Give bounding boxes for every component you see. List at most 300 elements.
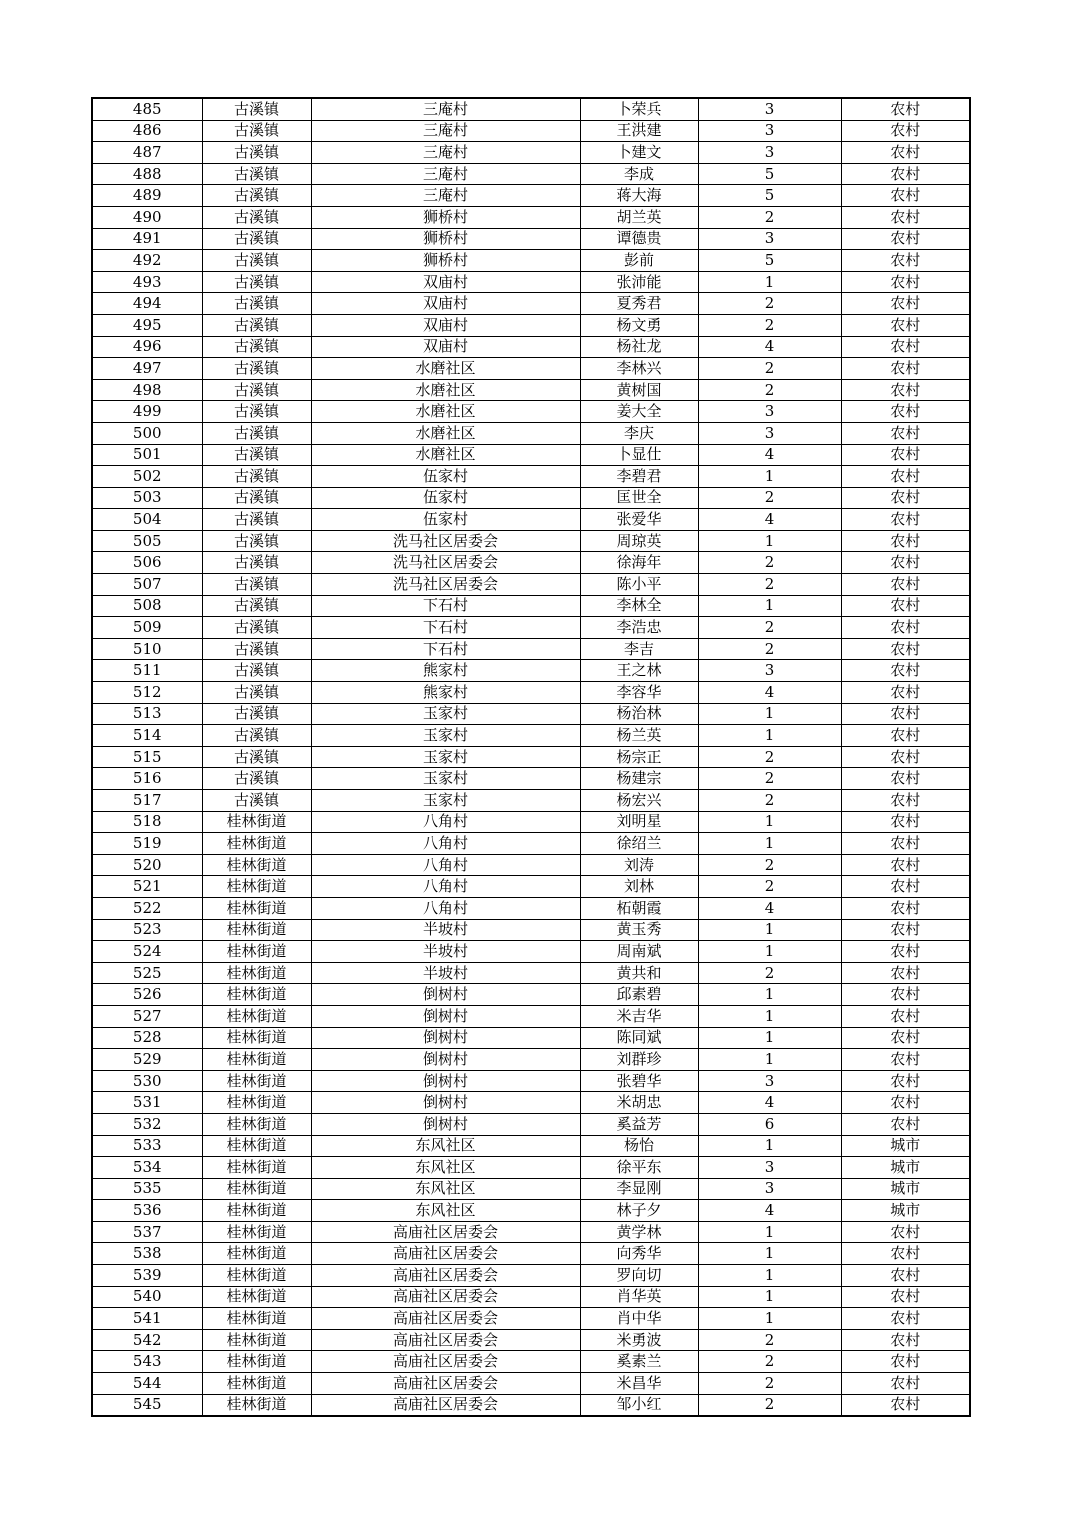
table-row [92, 876, 970, 898]
name-cell: 李庆 [580, 422, 698, 444]
row-number-cell: 506 [92, 552, 202, 574]
name-cell: 张沛能 [580, 271, 698, 293]
table-row [92, 163, 970, 185]
row-number-cell: 494 [92, 293, 202, 315]
area-type-cell: 农村 [841, 574, 970, 596]
town-cell: 古溪镇 [202, 552, 311, 574]
name-cell: 邱素碧 [580, 984, 698, 1006]
count-cell: 1 [698, 725, 841, 747]
area-type-cell: 城市 [841, 1178, 970, 1200]
table-row [92, 422, 970, 444]
name-cell: 李成 [580, 163, 698, 185]
count-cell: 2 [698, 962, 841, 984]
area-type-cell: 农村 [841, 142, 970, 164]
name-cell: 周南斌 [580, 941, 698, 963]
row-number-cell: 537 [92, 1221, 202, 1243]
village-cell: 倒树村 [311, 1092, 580, 1114]
count-cell: 1 [698, 271, 841, 293]
village-cell: 三庵村 [311, 142, 580, 164]
count-cell: 3 [698, 422, 841, 444]
town-cell: 桂林街道 [202, 1092, 311, 1114]
village-cell: 伍家村 [311, 466, 580, 488]
table-row [92, 530, 970, 552]
village-cell: 洗马社区居委会 [311, 552, 580, 574]
table-row [92, 552, 970, 574]
area-type-cell: 城市 [841, 1200, 970, 1222]
village-cell: 高庙社区居委会 [311, 1286, 580, 1308]
row-number-cell: 487 [92, 142, 202, 164]
row-number-cell: 522 [92, 897, 202, 919]
village-cell: 双庙村 [311, 293, 580, 315]
count-cell: 2 [698, 876, 841, 898]
town-cell: 古溪镇 [202, 142, 311, 164]
row-number-cell: 514 [92, 725, 202, 747]
row-number-cell: 517 [92, 790, 202, 812]
count-cell: 1 [698, 1221, 841, 1243]
town-cell: 古溪镇 [202, 638, 311, 660]
name-cell: 杨宏兴 [580, 790, 698, 812]
town-cell: 古溪镇 [202, 98, 311, 120]
table-row [92, 595, 970, 617]
table-body [92, 98, 970, 1416]
village-cell: 八角村 [311, 876, 580, 898]
count-cell: 3 [698, 660, 841, 682]
name-cell: 卜荣兵 [580, 98, 698, 120]
village-cell: 水磨社区 [311, 401, 580, 423]
row-number-cell: 505 [92, 530, 202, 552]
row-number-cell: 543 [92, 1351, 202, 1373]
count-cell: 2 [698, 293, 841, 315]
town-cell: 古溪镇 [202, 379, 311, 401]
table-row [92, 984, 970, 1006]
area-type-cell: 农村 [841, 1329, 970, 1351]
village-cell: 倒树村 [311, 1049, 580, 1071]
area-type-cell: 农村 [841, 1049, 970, 1071]
area-type-cell: 农村 [841, 1092, 970, 1114]
village-cell: 玉家村 [311, 703, 580, 725]
village-cell: 八角村 [311, 854, 580, 876]
area-type-cell: 农村 [841, 120, 970, 142]
name-cell: 米吉华 [580, 1005, 698, 1027]
town-cell: 古溪镇 [202, 487, 311, 509]
area-type-cell: 农村 [841, 487, 970, 509]
table-row [92, 1178, 970, 1200]
town-cell: 桂林街道 [202, 811, 311, 833]
name-cell: 奚益芳 [580, 1113, 698, 1135]
town-cell: 古溪镇 [202, 336, 311, 358]
town-cell: 古溪镇 [202, 746, 311, 768]
village-cell: 高庙社区居委会 [311, 1265, 580, 1287]
town-cell: 桂林街道 [202, 876, 311, 898]
name-cell: 王之林 [580, 660, 698, 682]
town-cell: 古溪镇 [202, 422, 311, 444]
row-number-cell: 530 [92, 1070, 202, 1092]
row-number-cell: 523 [92, 919, 202, 941]
table-row [92, 941, 970, 963]
area-type-cell: 农村 [841, 466, 970, 488]
name-cell: 肖中华 [580, 1308, 698, 1330]
town-cell: 古溪镇 [202, 163, 311, 185]
count-cell: 2 [698, 552, 841, 574]
town-cell: 桂林街道 [202, 1265, 311, 1287]
row-number-cell: 535 [92, 1178, 202, 1200]
row-number-cell: 542 [92, 1329, 202, 1351]
village-cell: 东风社区 [311, 1135, 580, 1157]
row-number-cell: 539 [92, 1265, 202, 1287]
village-cell: 八角村 [311, 833, 580, 855]
name-cell: 刘群珍 [580, 1049, 698, 1071]
village-cell: 玉家村 [311, 746, 580, 768]
table-row [92, 1070, 970, 1092]
area-type-cell: 农村 [841, 228, 970, 250]
name-cell: 黄树国 [580, 379, 698, 401]
area-type-cell: 农村 [841, 790, 970, 812]
table-row [92, 228, 970, 250]
name-cell: 姜大全 [580, 401, 698, 423]
town-cell: 古溪镇 [202, 250, 311, 272]
row-number-cell: 499 [92, 401, 202, 423]
row-number-cell: 524 [92, 941, 202, 963]
village-cell: 双庙村 [311, 314, 580, 336]
table-row [92, 1394, 970, 1416]
table-row [92, 725, 970, 747]
count-cell: 2 [698, 574, 841, 596]
village-cell: 三庵村 [311, 120, 580, 142]
area-type-cell: 农村 [841, 98, 970, 120]
village-cell: 三庵村 [311, 163, 580, 185]
row-number-cell: 509 [92, 617, 202, 639]
name-cell: 卜显仕 [580, 444, 698, 466]
table-row [92, 1243, 970, 1265]
count-cell: 1 [698, 1027, 841, 1049]
row-number-cell: 513 [92, 703, 202, 725]
area-type-cell: 城市 [841, 1157, 970, 1179]
village-cell: 狮桥村 [311, 228, 580, 250]
name-cell: 杨建宗 [580, 768, 698, 790]
town-cell: 桂林街道 [202, 1049, 311, 1071]
village-cell: 半坡村 [311, 962, 580, 984]
town-cell: 桂林街道 [202, 1113, 311, 1135]
village-cell: 水磨社区 [311, 444, 580, 466]
town-cell: 桂林街道 [202, 1243, 311, 1265]
count-cell: 2 [698, 617, 841, 639]
table-row [92, 1157, 970, 1179]
town-cell: 古溪镇 [202, 768, 311, 790]
row-number-cell: 528 [92, 1027, 202, 1049]
table-row [92, 401, 970, 423]
name-cell: 杨治林 [580, 703, 698, 725]
town-cell: 古溪镇 [202, 358, 311, 380]
count-cell: 1 [698, 919, 841, 941]
table-row [92, 682, 970, 704]
name-cell: 李碧君 [580, 466, 698, 488]
table-row [92, 379, 970, 401]
row-number-cell: 491 [92, 228, 202, 250]
area-type-cell: 农村 [841, 1005, 970, 1027]
count-cell: 1 [698, 530, 841, 552]
count-cell: 1 [698, 984, 841, 1006]
village-cell: 玉家村 [311, 790, 580, 812]
area-type-cell: 农村 [841, 314, 970, 336]
table-row [92, 617, 970, 639]
town-cell: 桂林街道 [202, 1286, 311, 1308]
name-cell: 陈小平 [580, 574, 698, 596]
count-cell: 3 [698, 401, 841, 423]
name-cell: 米昌华 [580, 1373, 698, 1395]
row-number-cell: 496 [92, 336, 202, 358]
town-cell: 古溪镇 [202, 271, 311, 293]
count-cell: 1 [698, 1265, 841, 1287]
town-cell: 桂林街道 [202, 1157, 311, 1179]
village-cell: 伍家村 [311, 487, 580, 509]
village-cell: 双庙村 [311, 336, 580, 358]
name-cell: 米胡忠 [580, 1092, 698, 1114]
area-type-cell: 农村 [841, 984, 970, 1006]
name-cell: 米勇波 [580, 1329, 698, 1351]
area-type-cell: 农村 [841, 163, 970, 185]
row-number-cell: 503 [92, 487, 202, 509]
area-type-cell: 农村 [841, 595, 970, 617]
area-type-cell: 农村 [841, 444, 970, 466]
town-cell: 古溪镇 [202, 120, 311, 142]
area-type-cell: 农村 [841, 552, 970, 574]
row-number-cell: 510 [92, 638, 202, 660]
town-cell: 桂林街道 [202, 1200, 311, 1222]
area-type-cell: 农村 [841, 1394, 970, 1416]
name-cell: 刘涛 [580, 854, 698, 876]
table-row [92, 293, 970, 315]
row-number-cell: 541 [92, 1308, 202, 1330]
name-cell: 肖华英 [580, 1286, 698, 1308]
town-cell: 桂林街道 [202, 897, 311, 919]
area-type-cell: 农村 [841, 1113, 970, 1135]
town-cell: 桂林街道 [202, 962, 311, 984]
town-cell: 古溪镇 [202, 206, 311, 228]
village-cell: 半坡村 [311, 919, 580, 941]
area-type-cell: 农村 [841, 336, 970, 358]
count-cell: 2 [698, 1394, 841, 1416]
name-cell: 彭前 [580, 250, 698, 272]
row-number-cell: 512 [92, 682, 202, 704]
table-row [92, 897, 970, 919]
name-cell: 杨怡 [580, 1135, 698, 1157]
area-type-cell: 农村 [841, 876, 970, 898]
count-cell: 2 [698, 746, 841, 768]
table-row [92, 811, 970, 833]
town-cell: 古溪镇 [202, 444, 311, 466]
name-cell: 向秀华 [580, 1243, 698, 1265]
count-cell: 1 [698, 1135, 841, 1157]
name-cell: 陈同斌 [580, 1027, 698, 1049]
area-type-cell: 农村 [841, 703, 970, 725]
count-cell: 3 [698, 1157, 841, 1179]
table-row [92, 271, 970, 293]
name-cell: 黄共和 [580, 962, 698, 984]
count-cell: 4 [698, 682, 841, 704]
table-row [92, 314, 970, 336]
row-number-cell: 534 [92, 1157, 202, 1179]
name-cell: 李容华 [580, 682, 698, 704]
area-type-cell: 农村 [841, 271, 970, 293]
name-cell: 徐平东 [580, 1157, 698, 1179]
count-cell: 4 [698, 1200, 841, 1222]
count-cell: 3 [698, 98, 841, 120]
count-cell: 1 [698, 833, 841, 855]
count-cell: 2 [698, 1373, 841, 1395]
count-cell: 6 [698, 1113, 841, 1135]
town-cell: 古溪镇 [202, 293, 311, 315]
count-cell: 2 [698, 638, 841, 660]
row-number-cell: 489 [92, 185, 202, 207]
table-row [92, 790, 970, 812]
count-cell: 1 [698, 466, 841, 488]
table-row [92, 746, 970, 768]
name-cell: 奚素兰 [580, 1351, 698, 1373]
table-row [92, 638, 970, 660]
count-cell: 1 [698, 703, 841, 725]
town-cell: 古溪镇 [202, 466, 311, 488]
count-cell: 4 [698, 444, 841, 466]
name-cell: 王洪建 [580, 120, 698, 142]
table-row [92, 703, 970, 725]
town-cell: 桂林街道 [202, 1373, 311, 1395]
row-number-cell: 529 [92, 1049, 202, 1071]
row-number-cell: 520 [92, 854, 202, 876]
village-cell: 八角村 [311, 897, 580, 919]
count-cell: 1 [698, 811, 841, 833]
count-cell: 1 [698, 1286, 841, 1308]
table-row [92, 444, 970, 466]
village-cell: 倒树村 [311, 984, 580, 1006]
count-cell: 4 [698, 509, 841, 531]
area-type-cell: 农村 [841, 422, 970, 444]
count-cell: 2 [698, 768, 841, 790]
area-type-cell: 农村 [841, 746, 970, 768]
row-number-cell: 500 [92, 422, 202, 444]
name-cell: 李显刚 [580, 1178, 698, 1200]
count-cell: 2 [698, 1329, 841, 1351]
town-cell: 桂林街道 [202, 1329, 311, 1351]
area-type-cell: 农村 [841, 509, 970, 531]
name-cell: 卜建文 [580, 142, 698, 164]
village-cell: 东风社区 [311, 1200, 580, 1222]
count-cell: 3 [698, 142, 841, 164]
area-type-cell: 农村 [841, 725, 970, 747]
village-cell: 下石村 [311, 617, 580, 639]
table-row [92, 120, 970, 142]
area-type-cell: 农村 [841, 1286, 970, 1308]
table-row [92, 1113, 970, 1135]
area-type-cell: 农村 [841, 1351, 970, 1373]
name-cell: 徐海年 [580, 552, 698, 574]
area-type-cell: 农村 [841, 1265, 970, 1287]
table-row [92, 1200, 970, 1222]
area-type-cell: 农村 [841, 379, 970, 401]
row-number-cell: 507 [92, 574, 202, 596]
village-cell: 玉家村 [311, 725, 580, 747]
town-cell: 桂林街道 [202, 854, 311, 876]
area-type-cell: 农村 [841, 530, 970, 552]
village-cell: 熊家村 [311, 660, 580, 682]
name-cell: 柘朝霞 [580, 897, 698, 919]
area-type-cell: 农村 [841, 1308, 970, 1330]
village-cell: 三庵村 [311, 185, 580, 207]
row-number-cell: 519 [92, 833, 202, 855]
table-row [92, 660, 970, 682]
town-cell: 古溪镇 [202, 574, 311, 596]
area-type-cell: 农村 [841, 401, 970, 423]
town-cell: 桂林街道 [202, 1351, 311, 1373]
table-row [92, 466, 970, 488]
table-row [92, 1221, 970, 1243]
row-number-cell: 521 [92, 876, 202, 898]
count-cell: 3 [698, 1178, 841, 1200]
town-cell: 古溪镇 [202, 401, 311, 423]
village-cell: 高庙社区居委会 [311, 1329, 580, 1351]
area-type-cell: 农村 [841, 358, 970, 380]
count-cell: 3 [698, 228, 841, 250]
table-row [92, 487, 970, 509]
row-number-cell: 504 [92, 509, 202, 531]
name-cell: 李林全 [580, 595, 698, 617]
count-cell: 2 [698, 790, 841, 812]
row-number-cell: 518 [92, 811, 202, 833]
village-cell: 高庙社区居委会 [311, 1351, 580, 1373]
row-number-cell: 531 [92, 1092, 202, 1114]
village-cell: 东风社区 [311, 1178, 580, 1200]
count-cell: 1 [698, 1308, 841, 1330]
table-row [92, 98, 970, 120]
town-cell: 古溪镇 [202, 185, 311, 207]
name-cell: 林子夕 [580, 1200, 698, 1222]
count-cell: 2 [698, 358, 841, 380]
data-table [91, 97, 971, 1417]
table-row [92, 1027, 970, 1049]
area-type-cell: 农村 [841, 768, 970, 790]
table-row [92, 919, 970, 941]
town-cell: 古溪镇 [202, 660, 311, 682]
name-cell: 张爱华 [580, 509, 698, 531]
row-number-cell: 526 [92, 984, 202, 1006]
area-type-cell: 农村 [841, 919, 970, 941]
row-number-cell: 516 [92, 768, 202, 790]
area-type-cell: 农村 [841, 854, 970, 876]
village-cell: 洗马社区居委会 [311, 530, 580, 552]
count-cell: 2 [698, 314, 841, 336]
row-number-cell: 492 [92, 250, 202, 272]
name-cell: 罗向切 [580, 1265, 698, 1287]
row-number-cell: 532 [92, 1113, 202, 1135]
village-cell: 水磨社区 [311, 422, 580, 444]
town-cell: 桂林街道 [202, 984, 311, 1006]
town-cell: 古溪镇 [202, 703, 311, 725]
table-row [92, 185, 970, 207]
area-type-cell: 农村 [841, 250, 970, 272]
area-type-cell: 农村 [841, 811, 970, 833]
town-cell: 桂林街道 [202, 1394, 311, 1416]
row-number-cell: 495 [92, 314, 202, 336]
village-cell: 半坡村 [311, 941, 580, 963]
table-row [92, 1135, 970, 1157]
row-number-cell: 538 [92, 1243, 202, 1265]
village-cell: 八角村 [311, 811, 580, 833]
count-cell: 3 [698, 120, 841, 142]
name-cell: 徐绍兰 [580, 833, 698, 855]
table-row [92, 1351, 970, 1373]
town-cell: 古溪镇 [202, 530, 311, 552]
row-number-cell: 536 [92, 1200, 202, 1222]
name-cell: 邹小红 [580, 1394, 698, 1416]
